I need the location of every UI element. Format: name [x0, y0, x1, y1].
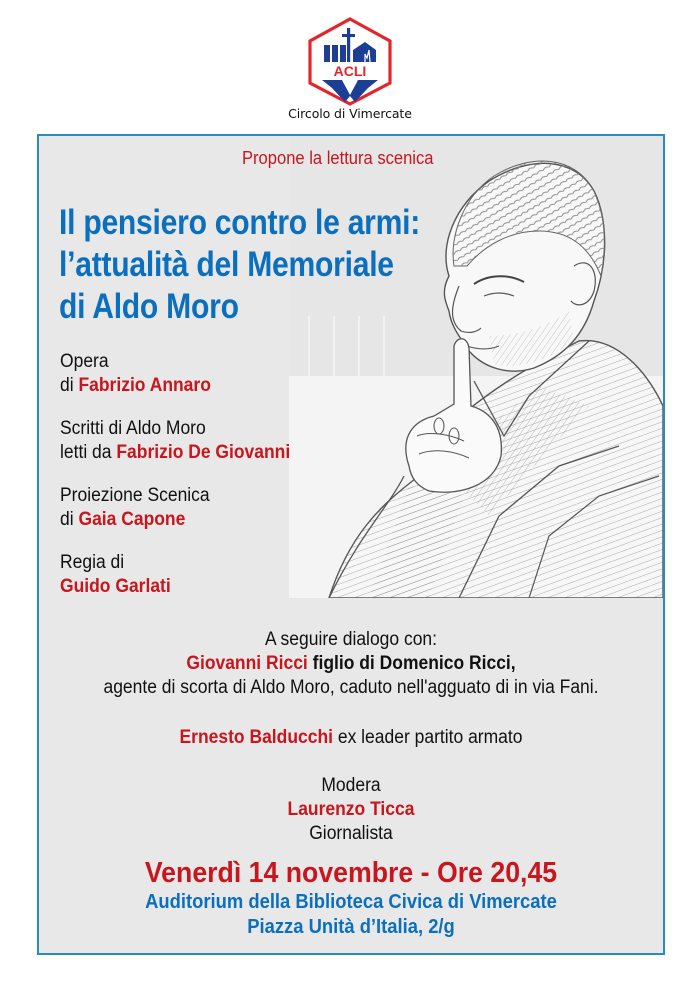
credits-list — [60, 350, 310, 618]
event-address: Piazza Unità d’Italia, 2/g — [247, 916, 455, 938]
acli-hexagon-logo-icon — [305, 16, 395, 106]
event-details — [39, 856, 663, 940]
intro-text: Propone la lettura scenica — [242, 148, 434, 168]
moderator-name: Laurenzo Ticca — [287, 799, 415, 820]
credit-opera — [60, 350, 290, 398]
credit-role: Regia di — [60, 552, 125, 573]
event-title — [59, 202, 420, 328]
credit-prefix: di — [60, 509, 74, 530]
credit-role: Scritti di Aldo Moro — [60, 418, 206, 439]
title-line-2: l’attualità del Memoriale — [59, 245, 394, 284]
svg-text:ACLI: ACLI — [333, 63, 367, 79]
acli-logo — [305, 16, 395, 106]
credit-prefix: di — [60, 375, 74, 396]
guest-1-detail: agente di scorta di Aldo Moro, caduto nell'agguato di in via Fani. — [103, 677, 599, 698]
event-date-time: Venerdì 14 novembre - Ore 20,45 — [144, 857, 558, 889]
guest-2-line — [39, 726, 663, 750]
moderator-label: Modera — [321, 775, 381, 796]
credit-role: Opera — [60, 351, 109, 372]
title-line-3: di Aldo Moro — [59, 287, 239, 326]
guest-1-relation: figlio di Domenico Ricci, — [307, 653, 516, 674]
credit-name: Gaia Capone — [78, 509, 186, 530]
dialog-intro: A seguire dialogo con: — [264, 629, 438, 650]
credit-regia — [60, 551, 290, 599]
credit-scritti — [60, 417, 290, 465]
poster-frame — [37, 134, 665, 955]
credit-name: Guido Garlati — [60, 576, 171, 597]
credit-name: Fabrizio De Giovanni — [116, 442, 291, 463]
credit-name: Fabrizio Annaro — [78, 375, 211, 396]
title-line-1: Il pensiero contro le armi: — [59, 203, 421, 242]
circolo-subtitle: Circolo di Vimercate — [288, 106, 412, 121]
credit-role: Proiezione Scenica — [60, 485, 210, 506]
guest-2-detail: ex leader partito armato — [333, 727, 523, 748]
moderator-section — [39, 774, 663, 846]
guest-1-line — [64, 652, 638, 676]
dialog-section — [39, 628, 663, 700]
credit-prefix: letti da — [60, 442, 112, 463]
guest-2-name: Ernesto Balducchi — [179, 727, 334, 748]
moderator-role: Giornalista — [309, 823, 393, 844]
guest-1-name: Giovanni Ricci — [186, 653, 308, 674]
credit-proiezione — [60, 484, 290, 532]
event-venue: Auditorium della Biblioteca Civica di Vimercate — [145, 891, 557, 913]
